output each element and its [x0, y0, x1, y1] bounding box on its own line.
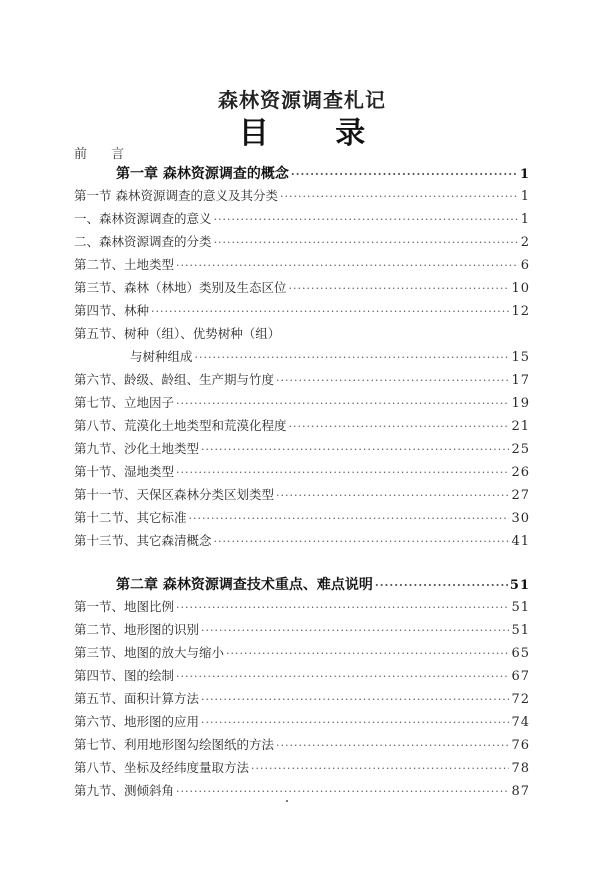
leader-dots — [176, 397, 509, 410]
toc-entry — [74, 439, 530, 459]
leader-dots — [201, 716, 509, 729]
toc-entry — [74, 370, 530, 390]
toc-page-number: 21 — [511, 419, 530, 434]
preface-entry: 前 言 — [74, 147, 135, 162]
leader-dots — [289, 420, 510, 433]
toc-entry-title: 第十一节、天保区森林分类区划类型 — [74, 487, 275, 502]
toc-entry-title: 第九节、沙化土地类型 — [74, 441, 200, 456]
toc-page-number: 72 — [511, 692, 530, 707]
toc-entry-title: 第九节、测倾斜角 — [74, 783, 175, 798]
leader-dots — [176, 466, 509, 479]
leader-dots — [226, 647, 509, 660]
toc-entry-title: 一、森林资源调查的意义 — [74, 211, 212, 226]
toc-entry-title: 第一节 森林资源调查的意义及其分类 — [74, 188, 278, 203]
leader-dots — [176, 259, 519, 272]
toc-page-number: 25 — [511, 442, 530, 457]
toc-page-number: 76 — [511, 738, 530, 753]
leader-dots — [201, 693, 509, 706]
toc-page-number: 67 — [511, 669, 530, 684]
toc-entry — [74, 209, 530, 229]
toc-entry-title: 第一节、地图比例 — [74, 599, 175, 614]
toc-chapter — [74, 574, 530, 594]
toc-entry — [74, 597, 530, 617]
toc-page-number: 30 — [511, 511, 530, 526]
book-title: 森林资源调查札记 — [218, 88, 386, 112]
toc-entry-title: 第三节、地图的放大与缩小 — [74, 645, 225, 660]
toc-entry-title: 第十节、湿地类型 — [74, 464, 175, 479]
leader-dots — [151, 305, 509, 318]
leader-dots — [201, 624, 509, 637]
toc-page-number: 19 — [511, 396, 530, 411]
toc-page-number: 27 — [511, 488, 530, 503]
toc-entry-title: 第七节、利用地形图勾绘图纸的方法 — [74, 737, 275, 752]
toc-entry-title: 第十二节、其它标准 — [74, 510, 187, 525]
leader-dots — [214, 236, 519, 249]
toc-page-number: 12 — [511, 304, 530, 319]
toc-chapter — [74, 163, 530, 183]
toc-page-number: 1 — [520, 212, 530, 227]
toc-entry — [74, 781, 530, 801]
leader-dots — [276, 374, 509, 387]
leader-dots — [195, 351, 510, 364]
toc-page-number: 26 — [511, 465, 530, 480]
leader-dots — [375, 579, 508, 592]
page-speck — [286, 800, 288, 802]
toc-entry — [74, 620, 530, 640]
toc-entry — [74, 643, 530, 663]
toc-entry — [74, 531, 530, 551]
toc-page-number: 51 — [511, 623, 530, 638]
leader-dots — [276, 739, 509, 752]
leader-dots — [176, 670, 509, 683]
leader-dots — [251, 762, 509, 775]
leader-dots — [276, 489, 509, 502]
toc-page-number: 74 — [511, 715, 530, 730]
leader-dots — [176, 785, 509, 798]
toc-entry-title: 第五节、面积计算方法 — [74, 691, 200, 706]
toc-entry-title: 二、森林资源调查的分类 — [74, 234, 212, 249]
toc-page-number: 10 — [511, 281, 530, 296]
toc-entry-title: 第六节、地形图的应用 — [74, 714, 200, 729]
toc-entry-title: 第六节、龄级、龄组、生产期与竹度 — [74, 372, 275, 387]
toc-entry-title: 第十三节、其它森清概念 — [74, 533, 212, 548]
leader-dots — [176, 601, 509, 614]
leader-dots — [189, 512, 510, 525]
toc-entry — [74, 232, 530, 252]
toc-page-number: 17 — [511, 373, 530, 388]
toc-entry-title: 第八节、坐标及经纬度量取方法 — [74, 760, 250, 775]
toc-page-number: 15 — [511, 350, 530, 365]
toc-entry-title: 第三节、森林（林地）类别及生态区位 — [74, 280, 287, 295]
toc-entry — [74, 416, 530, 436]
leader-dots — [201, 443, 509, 456]
toc-heading: 目 录 — [238, 116, 394, 151]
toc-entry-title: 第五节、树种（组）、优势树种（组） — [74, 326, 281, 341]
toc-entry — [74, 255, 530, 275]
toc-entry-title: 第二节、土地类型 — [74, 257, 175, 272]
toc-entry — [74, 393, 530, 413]
toc-entry — [74, 508, 530, 528]
toc-page-number: 41 — [511, 534, 530, 549]
toc-entry-title: 与树种组成 — [130, 349, 193, 364]
toc-entry — [74, 186, 530, 206]
toc-entry — [74, 485, 530, 505]
toc-entry — [74, 462, 530, 482]
leader-dots — [214, 535, 510, 548]
toc-page-number: 51 — [511, 600, 530, 615]
toc-entry — [74, 278, 530, 298]
toc-page-number: 1 — [519, 167, 530, 182]
toc-entry — [74, 735, 530, 755]
leader-dots — [280, 190, 519, 203]
toc-entry-title: 第八节、荒漠化土地类型和荒漠化程度 — [74, 418, 287, 433]
toc-page-number: 51 — [509, 578, 530, 593]
toc-entry — [74, 324, 530, 344]
toc-entry-title: 第七节、立地因子 — [74, 395, 175, 410]
toc-entry-continuation — [74, 347, 530, 367]
toc-chapter-title: 第二章 森林资源调查技术重点、难点说明 — [116, 577, 373, 593]
toc-entry — [74, 758, 530, 778]
toc-entry — [74, 301, 530, 321]
toc-entry — [74, 712, 530, 732]
toc-page-number: 2 — [520, 235, 530, 250]
toc-page-number: 87 — [511, 784, 530, 799]
toc-page-number: 65 — [511, 646, 530, 661]
toc-page-number: 78 — [511, 761, 530, 776]
leader-dots — [214, 213, 519, 226]
toc-entry-title: 第四节、林种 — [74, 303, 150, 318]
leader-dots — [289, 282, 510, 295]
leader-dots — [291, 168, 518, 181]
toc-page-number: 6 — [520, 258, 530, 273]
toc-entry-title: 第四节、图的绘制 — [74, 668, 175, 683]
toc-entry — [74, 689, 530, 709]
toc-entry — [74, 666, 530, 686]
toc-chapter-title: 第一章 森林资源调查的概念 — [116, 166, 289, 182]
toc-page-number: 1 — [520, 189, 530, 204]
toc-entry-title: 第二节、地形图的识别 — [74, 622, 200, 637]
